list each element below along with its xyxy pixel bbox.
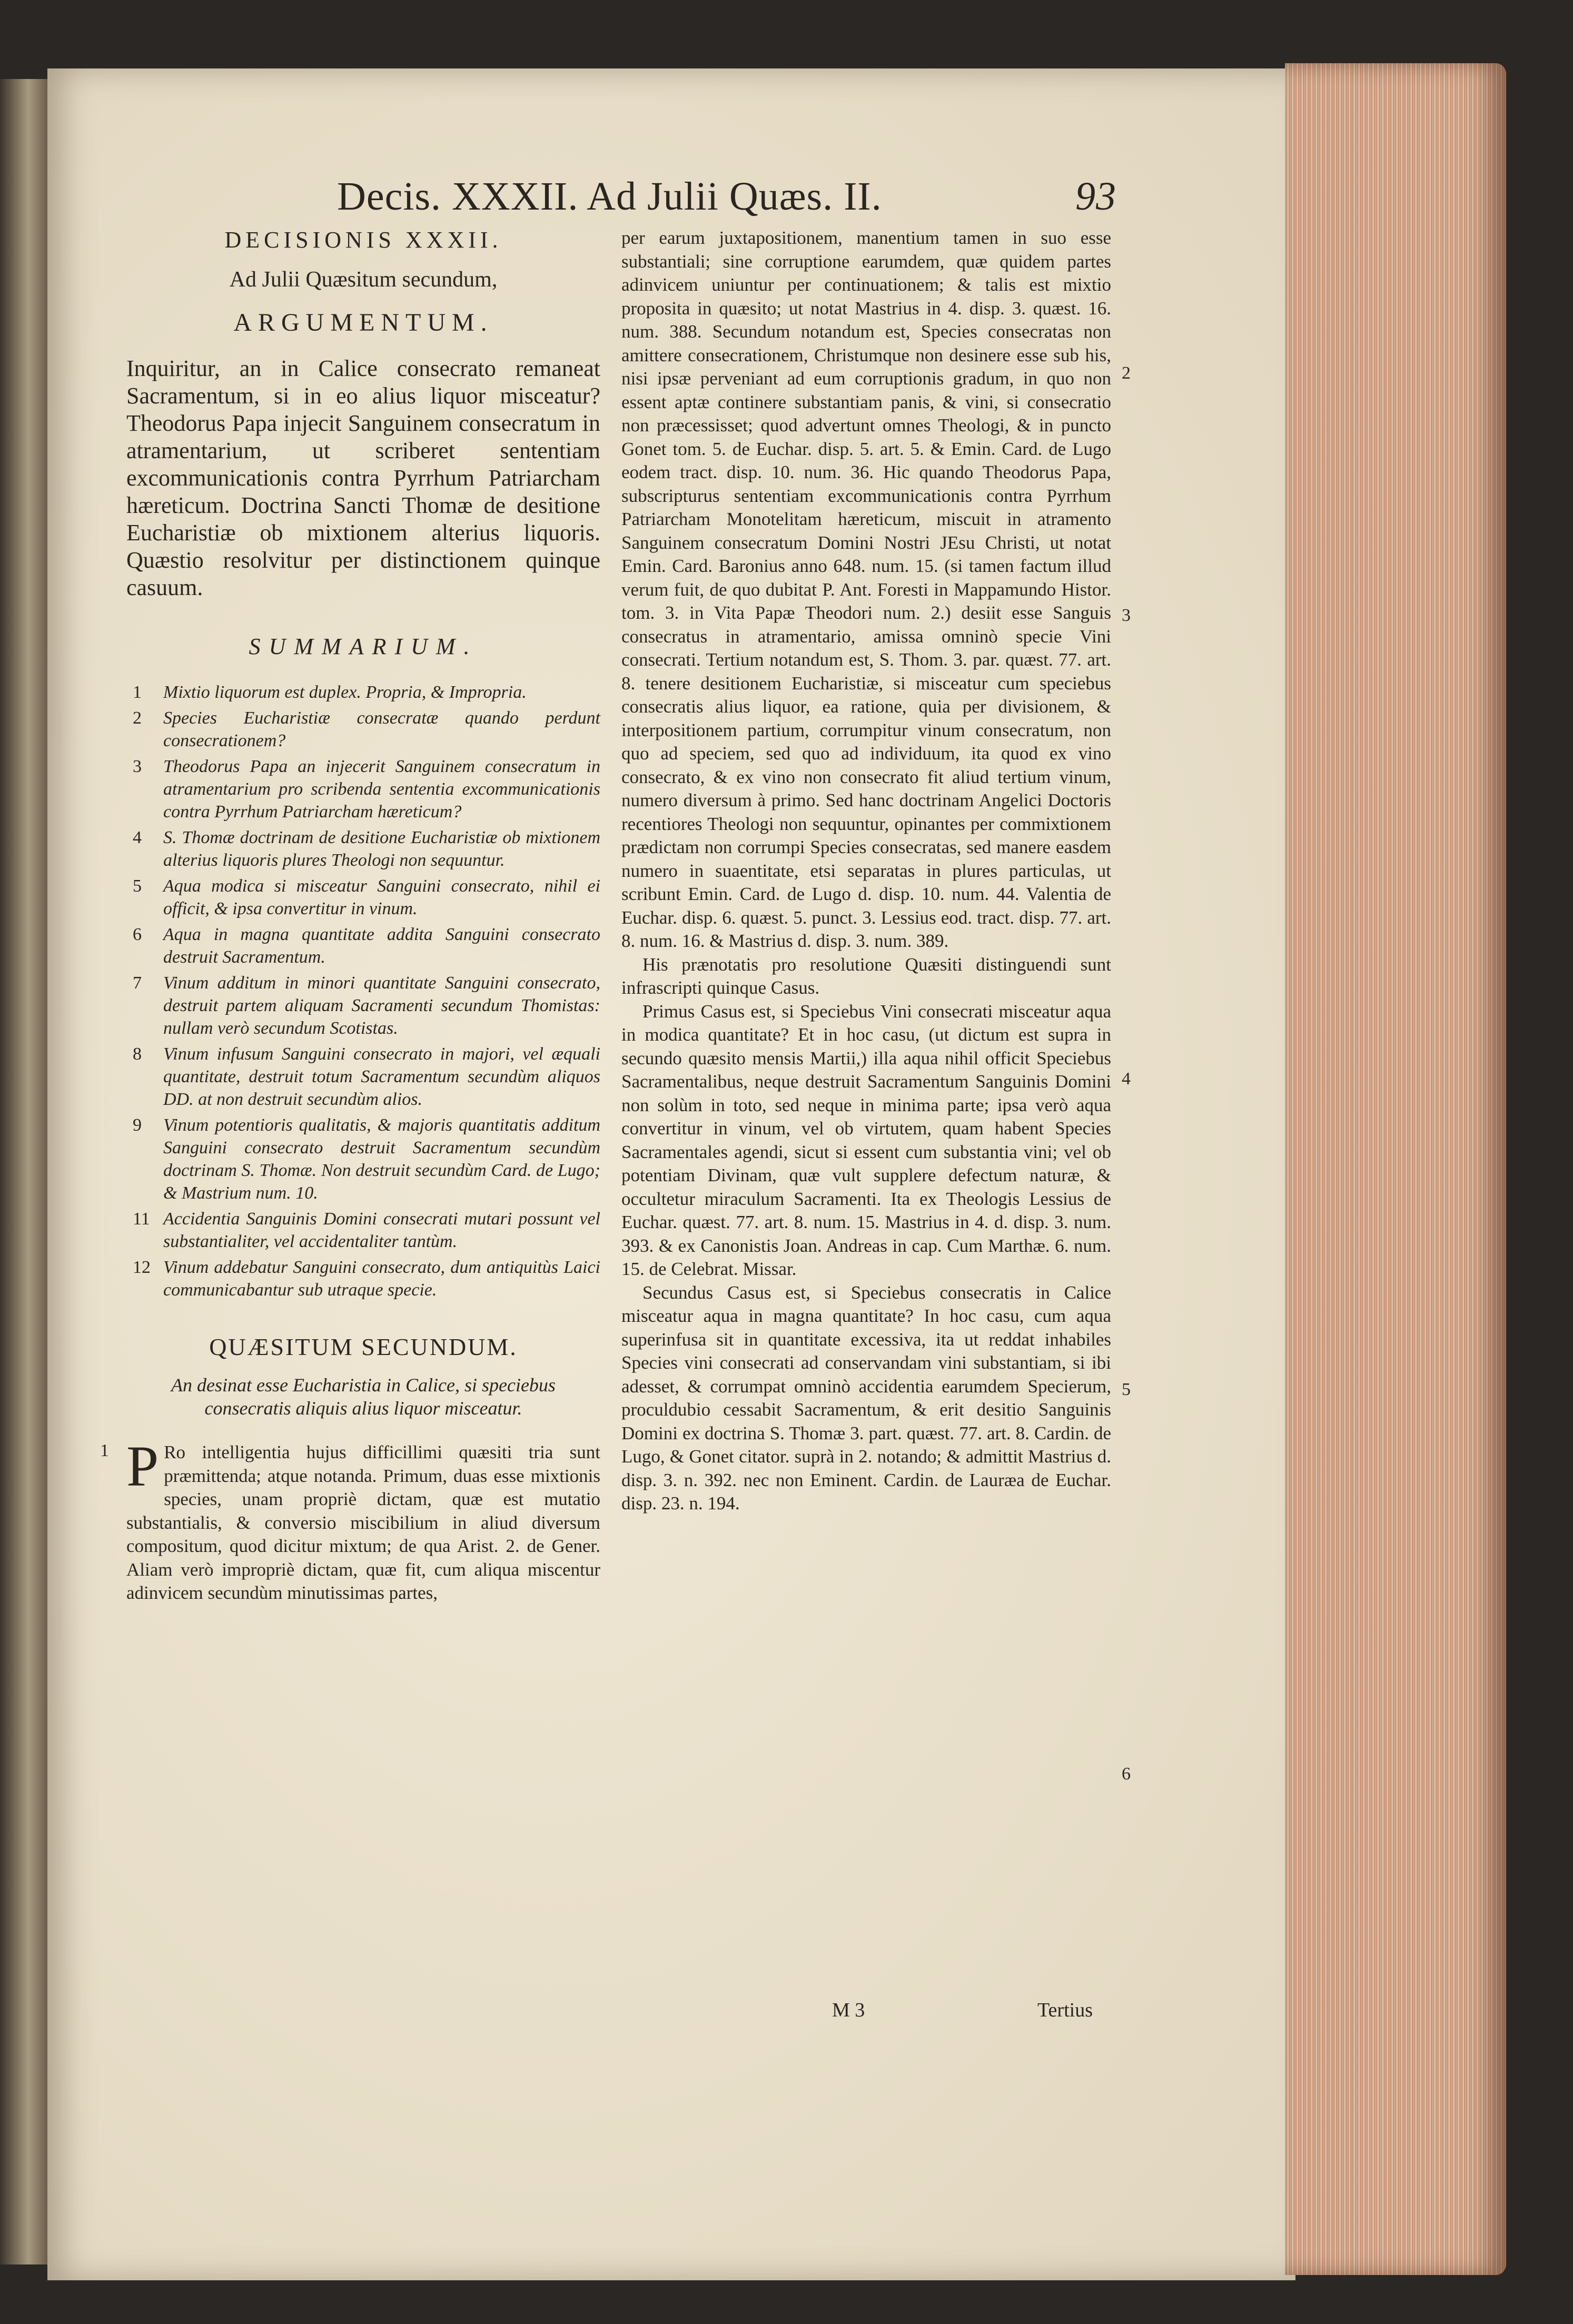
argument-title: ARGUMENTUM. [233,309,493,337]
summary-item: 4 S. Thomæ doctrinam de desitione Eucharistiæ ob mixtionem alterius liquoris plures Theologi non sequuntur. [133,828,600,870]
right-column [621,226,1131,1784]
summary-item: 8 Vinum infusum Sanguini consecrato in majori, vel æquali quantitate, destruit totum Sacramentum secundùm aliquos DD. at non destruit secundùm alios. [133,1044,600,1109]
quaesitum-subtitle: An desinat esse Eucharistia in Calice, si speciebus consecratis aliquis alius liquor misceatur. [171,1374,556,1419]
right-paragraph-1: per earum juxtapositionem, manentium tamen in suo esse substantiali; sine corruptione earumdem, quæ quidem partes adinvicem uniuntur per continuationem; & talis est mixtio proposita in quæsito; ut notat Mastrius in 4. disp. 3. quæst. 16. num. 388. Secundum notandum est, Species consecratas non amittere consecrationem, Christumque non desinere esse sub his, nisi ipsæ perveniant ad eum corruptionis gradum, in quo non essent aptæ continere substantiam panis, & vini, si consecratio non præcessisset; quod advertunt omnes Theologi, & in puncto Gonet tom. 5. de Euchar. disp. 5. art. 5. & Emin. Card. de Lugo eodem tract. disp. 10. num. 36. Hic quando Theodorus Papa, subscripturus sententiam excommunicationis contra Pyrrhum Patriarcham Monotelitam hæreticum, miscuit in atramento Sanguinem consecratum Domini Nostri JEsu Christi, ut notat Emin. Card. Baronius anno 648. num. 15. (si tamen factum illud verum fuit, de quo dubitat P. Ant. Foresti in Mappamundo Histor. tom. 3. in Vita Papæ Theodori num. 2.) desiit esse Sanguis consecratus in atramentario, amissa omninò specie Vini consecrati. Tertium notandum est, S. Thom. 3. par. quæst. 77. art. 8. tenere desitionem Eucharistiæ, si misceatur cum speciebus consecratis alius liquor, ea ratione, quia per divisionem, & interpositionem partium, corrumpitur vinum consecratum, non quo ad speciem, sed quo ad individuum, ita quod ex vino consecrato, & ex vino non consecrato fit aliud tertium vinum, numero diversum à primo. Sed hanc doctrinam Angelici Doctoris recentiores Theologi non sequuntur, opinantes per commixtionem prædictam non corrumpi Species consecratas, sed manere easdem numero in suaentitate, etsi separatas in plures particulas, ut scribunt Emin. Card. de Lugo d. disp. 10. num. 44. Valentia de Euchar. disp. 6. quæst. 5. punct. 3. Lessius eod. tract. disp. 77. art. 8. num. 16. & Mastrius d. disp. 3. num. 389. [621,228,1111,951]
folio-number: 93 [1075,174,1116,219]
summary-item: 6 Aqua in magna quantitate addita Sanguini consecrato destruit Sacramentum. [133,925,600,967]
running-head-title: Decis. XXXII. Ad Julii Quæs. II. [337,174,882,219]
summary-item: 7 Vinum additum in minori quantitate Sanguini consecrato, destruit partem aliquam Sacramenti secundum Thomistas: nullam verò secundum Scotistas. [133,973,600,1038]
decision-subheading: Ad Julii Quæsitum secundum, [229,268,498,292]
margin-number: 4 [1122,1069,1131,1089]
summary-item: 12 Vinum addebatur Sanguini consecrato, dum antiquitùs Laici communicabantur sub utraque specie. [133,1258,600,1300]
margin-number: 6 [1122,1764,1131,1784]
summary-item: 3 Theodorus Papa an injecerit Sanguinem consecratum in atramentarium pro scribenda sententia excommunicationis contra Pyrrhum Patriarcham hæreticum? [133,757,600,822]
drop-capital: P [126,1434,159,1498]
decision-title: DECISIONIS XXXII. [224,227,502,253]
catchword: Tertius [1037,1999,1093,2021]
paragraph-body: Ro intelligentia hujus difficillimi quæsiti tria sunt præmittenda; atque notanda. Primum, duas esse mixtionis species, unam propriè dictam, quæ est mutatio substantialis, & conversio miscibilium in aliud diversum compositum, quod dicitur mixtum; de qua Arist. 2. de Gener. Aliam verò impropriè dictam, quæ fit, cum aliqua miscentur adinvicem secundùm minutissimas partes, [126,1442,600,1603]
summary-item: 1 Mixtio liquorum est duplex. Propria, & Impropria. [133,683,527,702]
summary-item: 5 Aqua modica si misceatur Sanguini consecrato, nihil ei officit, & ipsa convertitur in vinum. [133,876,600,918]
summary-item: 2 Species Eucharistiæ consecratæ quando perdunt consecrationem? [133,708,600,750]
summary-title: SUMMARIUM. [249,634,478,659]
running-head [337,174,1116,232]
summary-item: 9 Vinum potentioris qualitatis, & majoris quantitatis additum Sanguini consecrato destruit Sacramentum secundùm doctrinam S. Thomæ. Non destruit secundùm Card. de Lugo; & Mastrium num. 10. [133,1115,600,1203]
quaesitum-title: QUÆSITUM SECUNDUM. [209,1333,518,1360]
page-block-edges [1285,63,1506,2275]
left-column [100,226,600,1605]
left-page-edge [0,79,47,2264]
right-paragraph-3: Primus Casus est, si Speciebus Vini consecrati misceatur aqua in modica quantitate? Et in hoc casu, (ut dictum est supra in secundo quæsito mensis Martii,) illa aqua nihil officit Speciebus Sacramentalibus, neque destruit Sacramentum Sanguinis Domini non solùm in toto, sed neque in minima parte; ipsa verò aqua convertitur in vinum, vel ob virtutem, quam habent Species Sacramentales agendi, sicut si essent cum substantia vini; vel ob potentiam Divinam, quæ vult supplere defectum naturæ, & occultetur miraculum Sacramenti. Ita ex Theologis Lessius de Euchar. quæst. 77. art. 8. num. 15. Mastrius in 4. d. disp. 3. num. 393. & ex Canonistis Joan. Andreas in cap. Cum Marthæ. 6. num. 15. de Celebrat. Missar. [621,1001,1111,1279]
first-paragraph [100,1434,600,1605]
margin-number: 5 [1122,1380,1131,1399]
argument-text: Inquiritur, an in Calice consecrato remaneat Sacramentum, si in eo alius liquor misceatur? Theodorus Papa injecit Sanguinem consecratum in atramentarium, ut scriberet sententiam excommunicationis contra Pyrrhum Patriarcham hæreticum. Doctrina Sancti Thomæ de desitione Eucharistiæ ob mixtionem alterius liquoris. Quæstio resolvitur per distinctionem quinque casuum. [126,355,600,600]
right-paragraph-4: Secundus Casus est, si Speciebus consecratis in Calice misceatur aqua in magna quantitate? In hoc casu, cum aqua superinfusa sit in quantitate excessiva, ita ut reddat inhabiles Species vini consecrati ad conservandam vini substantiam, si ibi adesset, & corrumpat omninò accidentia earumdem Specierum, proculdubio cessabit Sacramentum, & erit desitio Sanguinis Domini ex doctrina S. Thomæ 3. part. quæst. 77. art. 8. Cardin. de Lugo, & Gonet citator. suprà in 2. notando; & admittit Mastrius d. disp. 3. n. 392. nec non Eminent. Cardin. de Lauræa de Euchar. disp. 23. n. 194. [621,1282,1111,1514]
summary-item: 11 Accidentia Sanguinis Domini consecrati mutari possunt vel substantialiter, vel accidentaliter tantùm. [133,1209,600,1251]
paragraph-text [126,1434,600,1605]
margin-number: 3 [1122,606,1131,625]
right-paragraph-2: His prænotatis pro resolutione Quæsiti distinguendi sunt infrascripti quinque Casus. [621,954,1111,998]
signature-mark: M 3 [832,1999,865,2021]
summary-list [126,681,600,1301]
paragraph-number: 1 [100,1441,109,1460]
margin-number: 2 [1122,363,1131,383]
